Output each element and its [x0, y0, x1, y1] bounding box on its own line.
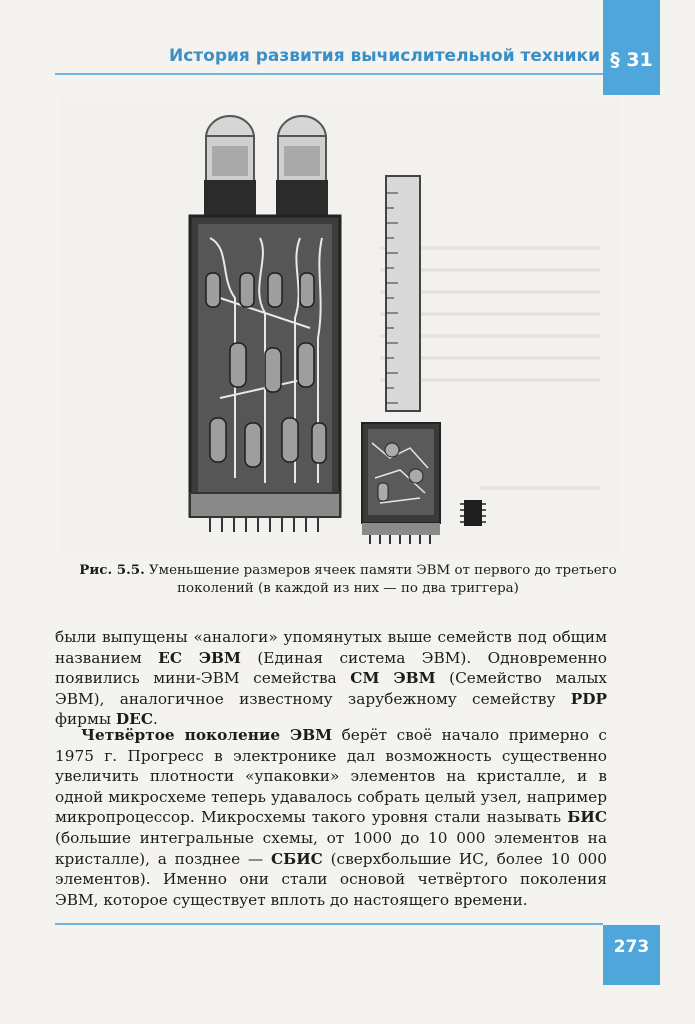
- para1-text-1: были выпущены «аналоги» упомянутых выше семейств под общим названием: [55, 628, 607, 667]
- paragraph-2: [55, 725, 607, 910]
- footer-rule: [55, 923, 603, 925]
- page-number: 273: [613, 937, 650, 957]
- term-bis: БИС: [567, 808, 607, 827]
- header-rule: [55, 73, 603, 75]
- page-number-tab: [603, 925, 660, 985]
- para2-text-2: (большие интегральные схемы, от 1000 до 10 000 элементов на кристалле), а позднее —: [55, 828, 607, 868]
- term-sbis: СБИС: [270, 849, 323, 868]
- chapter-title: История развития вычислительной техники: [169, 46, 600, 66]
- figure-photo: [60, 98, 620, 553]
- term-es-evm: ЕС ЭВМ: [158, 648, 241, 667]
- caption-label: Рис. 5.5.: [79, 562, 145, 578]
- ruler-illustration: [386, 176, 420, 411]
- transistor-module-illustration: [362, 423, 440, 544]
- term-pdp: PDP: [570, 689, 607, 708]
- caption-line-1: Уменьшение размеров ячеек памяти ЭВМ от первого до третьего: [144, 563, 617, 578]
- term-sm-evm: СМ ЭВМ: [350, 669, 436, 688]
- term-dec: DEC: [115, 710, 154, 729]
- paragraph-1: [55, 627, 607, 730]
- para1-text-4: фирмы: [55, 710, 116, 729]
- para2-text-3: (сверхбольшие ИС, более 10 000 элементов). Именно они стали основой четвёртого поколения ЭВМ, которое существует вплоть до настоящего времени.: [55, 849, 607, 909]
- para1-text-3: (Семейство малых ЭВМ), аналогичное известному зарубежному семейству: [55, 669, 607, 708]
- para1-text-2: (Единая система ЭВМ). Одновременно появились мини-ЭВМ семейства: [55, 648, 607, 688]
- para2-text-1: берёт своё начало примерно с 1975 г. Прогресс в электронике дал возможность существенно увеличить плотности «упаковки» элементов на кристалле, и в одной микросхеме теперь удавалось собрать целый узел, например микропроцессор. Микросхемы такого уровня стали называть: [55, 726, 607, 827]
- caption-line-2: поколений (в каждой из них — по два триггера): [177, 581, 519, 596]
- section-number: § 31: [610, 49, 653, 71]
- term-fourth-generation: Четвёртое поколение ЭВМ: [81, 726, 333, 744]
- figure-caption: [68, 561, 628, 598]
- section-tab: [603, 0, 660, 95]
- para1-text-5: .: [153, 710, 158, 729]
